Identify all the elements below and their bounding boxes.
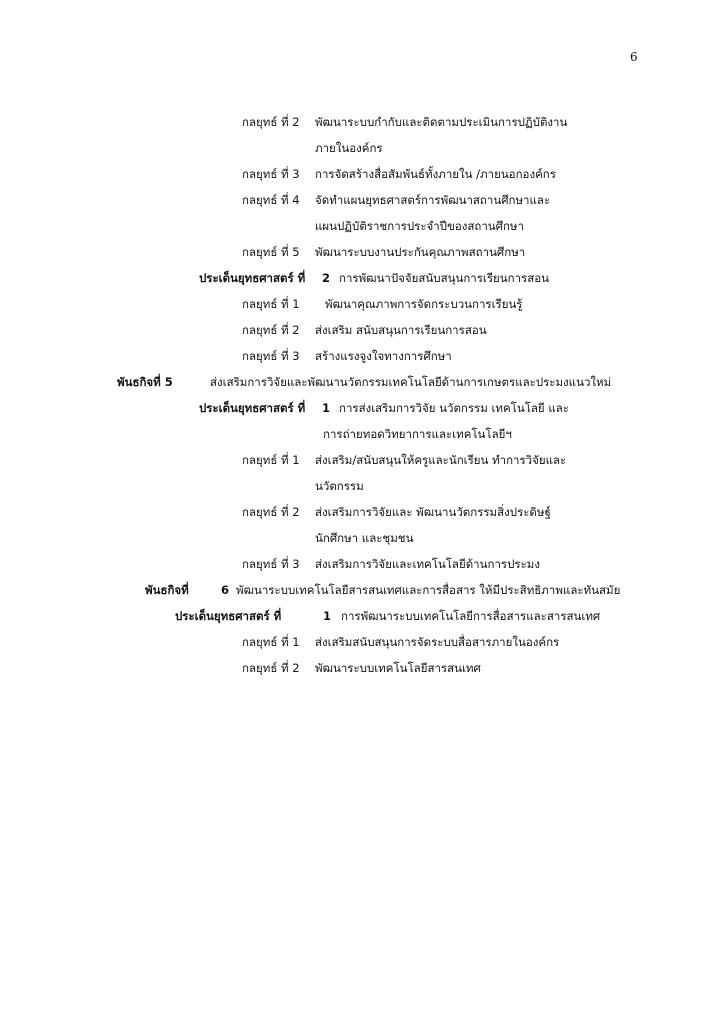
strategy-text: พัฒนาระบบกำกับและติดตามประเมินการปฏิบัติงาน xyxy=(315,115,568,129)
strategy-label: กลยุทธ์ ที่ 2 xyxy=(242,115,300,129)
strategic-issue-number: 1 xyxy=(322,401,331,415)
strategy-text: ส่งเสริมการวิจัยและ พัฒนานวัตกรรมสิ่งประดิษฐ์ xyxy=(315,505,551,519)
strategy-label: กลยุทธ์ ที่ 4 xyxy=(242,193,300,207)
strategy-label: กลยุทธ์ ที่ 3 xyxy=(242,349,300,363)
strategic-issue-label: ประเด็นยุทธศาสตร์ ที่ xyxy=(175,609,282,623)
strategy-label: กลยุทธ์ ที่ 2 xyxy=(242,661,300,675)
strategy-text: การจัดสร้างสื่อสัมพันธ์ทั้งภายใน /ภายนอกองค์กร xyxy=(315,167,556,181)
strategy-label: กลยุทธ์ ที่ 1 xyxy=(242,635,300,649)
strategy-label: กลยุทธ์ ที่ 3 xyxy=(242,167,300,181)
strategy-text-continued: นักศึกษา และชุมชน xyxy=(315,531,414,545)
strategic-issue-text: การพัฒนาปัจจัยสนับสนุนการเรียนการสอน xyxy=(339,271,550,285)
strategy-label: กลยุทธ์ ที่ 2 xyxy=(242,505,300,519)
strategy-text: ส่งเสริม สนับสนุนการเรียนการสอน xyxy=(315,323,487,337)
strategy-text-continued: ภายในองค์กร xyxy=(315,141,383,155)
strategic-issue-text: การพัฒนาระบบเทคโนโลยีการสื่อสารและสารสนเทศ xyxy=(341,609,601,623)
strategic-issue-number: 1 xyxy=(323,609,332,623)
strategic-issue-label: ประเด็นยุทธศาสตร์ ที่ xyxy=(199,271,306,285)
strategy-text: พัฒนาคุณภาพการจัดกระบวนการเรียนรู้ xyxy=(325,297,523,311)
strategy-text-continued: นวัตกรรม xyxy=(315,479,364,493)
mission-number: 6 xyxy=(221,583,230,597)
strategy-label: กลยุทธ์ ที่ 1 xyxy=(242,453,300,467)
strategy-label: กลยุทธ์ ที่ 3 xyxy=(242,557,300,571)
strategic-issue-label: ประเด็นยุทธศาสตร์ ที่ xyxy=(199,401,306,415)
strategy-text: ส่งเสริมการวิจัยและเทคโนโลยีด้านการประมง xyxy=(315,557,540,571)
page-number: 6 xyxy=(630,50,638,64)
strategy-label: กลยุทธ์ ที่ 5 xyxy=(242,245,300,259)
strategic-issue-number: 2 xyxy=(322,271,331,285)
strategy-text: สร้างแรงจูงใจทางการศึกษา xyxy=(315,349,452,363)
strategy-text: ส่งเสริม/สนับสนุนให้ครูและนักเรียน ทำการวิจัยและ xyxy=(315,453,567,467)
strategy-label: กลยุทธ์ ที่ 1 xyxy=(242,297,300,311)
strategy-text-continued: แผนปฏิบัติราชการประจำปีของสถานศึกษา xyxy=(315,219,524,233)
strategy-text: ส่งเสริมสนับสนุนการจัดระบบสื่อสารภายในองค์กร xyxy=(315,635,560,649)
mission-label: พันธกิจที่ xyxy=(145,583,189,597)
mission-text: ส่งเสริมการวิจัยและพัฒนานวัตกรรมเทคโนโลยีด้านการเกษตรและประมงแนวใหม่ xyxy=(210,375,612,389)
strategy-text: พัฒนาระบบเทคโนโลยีสารสนเทศ xyxy=(315,661,481,675)
strategy-text: จัดทำแผนยุทธศาสตร์การพัฒนาสถานศึกษาและ xyxy=(315,193,551,207)
strategic-issue-text: การส่งเสริมการวิจัย นวัตกรรม เทคโนโลยี และ xyxy=(339,401,569,415)
strategy-label: กลยุทธ์ ที่ 2 xyxy=(242,323,300,337)
strategy-text: พัฒนาระบบงานประกันคุณภาพสถานศึกษา xyxy=(315,245,526,259)
mission-text: พัฒนาระบบเทคโนโลยีสารสนเทศและการสื่อสาร ให้มีประสิทธิภาพและทันสมัย xyxy=(236,583,621,597)
strategic-issue-text-continued: การถ่ายทอดวิทยาการและเทคโนโลยีฯ xyxy=(323,427,512,441)
mission-label: พันธกิจที่ 5 xyxy=(117,375,173,389)
